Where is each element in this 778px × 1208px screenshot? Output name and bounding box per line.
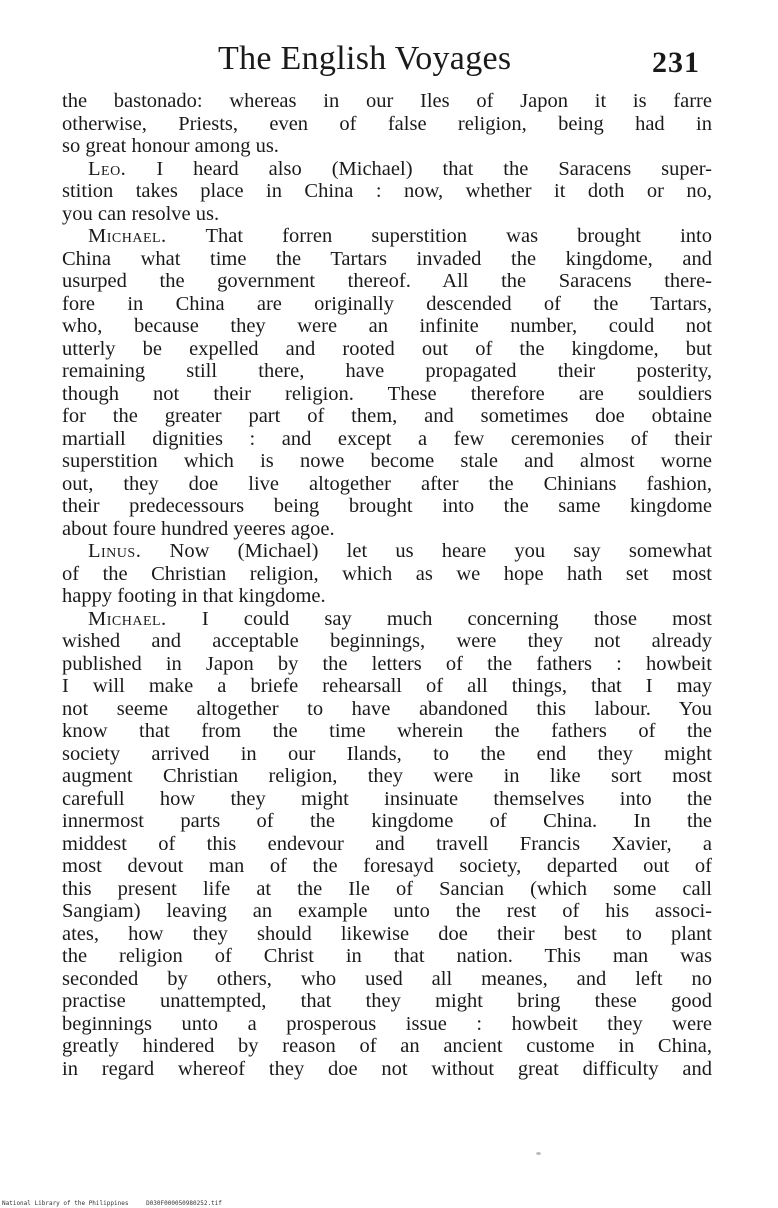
text-line: in regard whereof they doe not without great difficulty and	[62, 1057, 712, 1080]
scan-footer	[2, 1200, 302, 1207]
text-line: the religion of Christ in that nation. This man was	[62, 945, 712, 967]
text-line	[62, 158, 712, 181]
speaker-name: Michael.	[88, 607, 167, 630]
page-number: 231	[652, 46, 700, 79]
paragraph	[62, 608, 712, 1081]
text-line: you can resolve us.	[62, 202, 220, 225]
library-name: National Library of the Philippines	[2, 1200, 129, 1207]
text-line: not seeme altogether to have abandoned this labour. You	[62, 697, 712, 720]
speaker-name: Leo.	[88, 157, 127, 180]
text-line: about foure hundred yeeres agoe.	[62, 517, 335, 540]
text-line: practise unattempted, that they might bring these good	[62, 990, 712, 1012]
text-line: for the greater part of them, and sometimes doe obtaine	[62, 405, 712, 427]
text-line: martiall dignities : and except a few ceremonies of their	[62, 427, 712, 450]
text-line: seconded by others, who used all meanes, and left no	[62, 967, 712, 990]
text-line: carefull how they might insinuate themselves into the	[62, 787, 712, 810]
paragraph	[62, 158, 712, 226]
text-line: beginnings unto a prosperous issue : howbeit they were	[62, 1012, 712, 1035]
paragraph	[62, 90, 712, 158]
text-line: the bastonado: whereas in our Iles of Japon it is farre	[62, 90, 712, 112]
line-text: I heard also (Michael) that the Saracens super-	[156, 157, 713, 180]
text-line: wished and acceptable beginnings, were they not already	[62, 630, 712, 652]
text-line: I will make a briefe rehearsall of all things, that I may	[62, 675, 712, 697]
text-line: their predecessours being brought into the same kingdome	[62, 495, 712, 517]
text-line: ates, how they should likewise doe their best to plant	[62, 922, 712, 945]
text-line: know that from the time wherein the fathers of the	[62, 720, 712, 742]
text-line: Sangiam) leaving an example unto the rest of his associ-	[62, 900, 712, 922]
body-text	[62, 90, 712, 1080]
text-line: greatly hindered by reason of an ancient custome in China,	[62, 1035, 712, 1057]
text-line	[62, 225, 712, 248]
text-line: who, because they were an infinite number, could not	[62, 315, 712, 337]
paragraph	[62, 540, 712, 608]
paragraph	[62, 225, 712, 540]
text-line: this present life at the Ile of Sancian (which some call	[62, 877, 712, 900]
text-line: of the Christian religion, which as we hope hath set most	[62, 562, 712, 585]
text-line: out, they doe live altogether after the Chinians fashion,	[62, 472, 712, 495]
ink-smudge	[536, 1152, 541, 1155]
text-line	[62, 540, 712, 563]
speaker-name: Michael.	[88, 225, 167, 247]
text-line: so great honour among us.	[62, 135, 279, 157]
text-line	[62, 608, 712, 631]
page-header	[0, 40, 778, 84]
running-title: The English Voyages	[218, 40, 512, 77]
file-id: D030F000050980252.tif	[146, 1200, 222, 1207]
text-line: augment Christian religion, they were in like sort most	[62, 765, 712, 787]
text-line: China what time the Tartars invaded the kingdome, and	[62, 247, 712, 270]
text-line: society arrived in our Ilands, to the end they might	[62, 742, 712, 765]
text-line: fore in China are originally descended of the Tartars,	[62, 292, 712, 315]
text-line: though not their religion. These therefore are souldiers	[62, 382, 712, 405]
speaker-name: Linus.	[88, 540, 142, 562]
text-line: utterly be expelled and rooted out of the kingdome, but	[62, 337, 712, 360]
text-line: otherwise, Priests, even of false religion, being had in	[62, 112, 712, 135]
text-line: middest of this endevour and travell Francis Xavier, a	[62, 832, 712, 855]
line-text: I could say much concerning those most	[201, 607, 713, 630]
text-line: superstition which is nowe become stale and almost worne	[62, 450, 712, 472]
text-line: remaining still there, have propagated their posterity,	[62, 360, 712, 382]
text-line: published in Japon by the letters of the fathers : howbeit	[62, 652, 712, 675]
text-line: most devout man of the foresayd society, departed out of	[62, 855, 712, 877]
text-line: stition takes place in China : now, whether it doth or no,	[62, 180, 712, 202]
text-line: happy footing in that kingdome.	[62, 585, 326, 607]
text-line: usurped the government thereof. All the Saracens there-	[62, 270, 712, 292]
line-text: That forren superstition was brought into	[205, 225, 712, 247]
line-text: Now (Michael) let us heare you say somewhat	[169, 540, 713, 562]
text-line: innermost parts of the kingdome of China. In the	[62, 810, 712, 832]
